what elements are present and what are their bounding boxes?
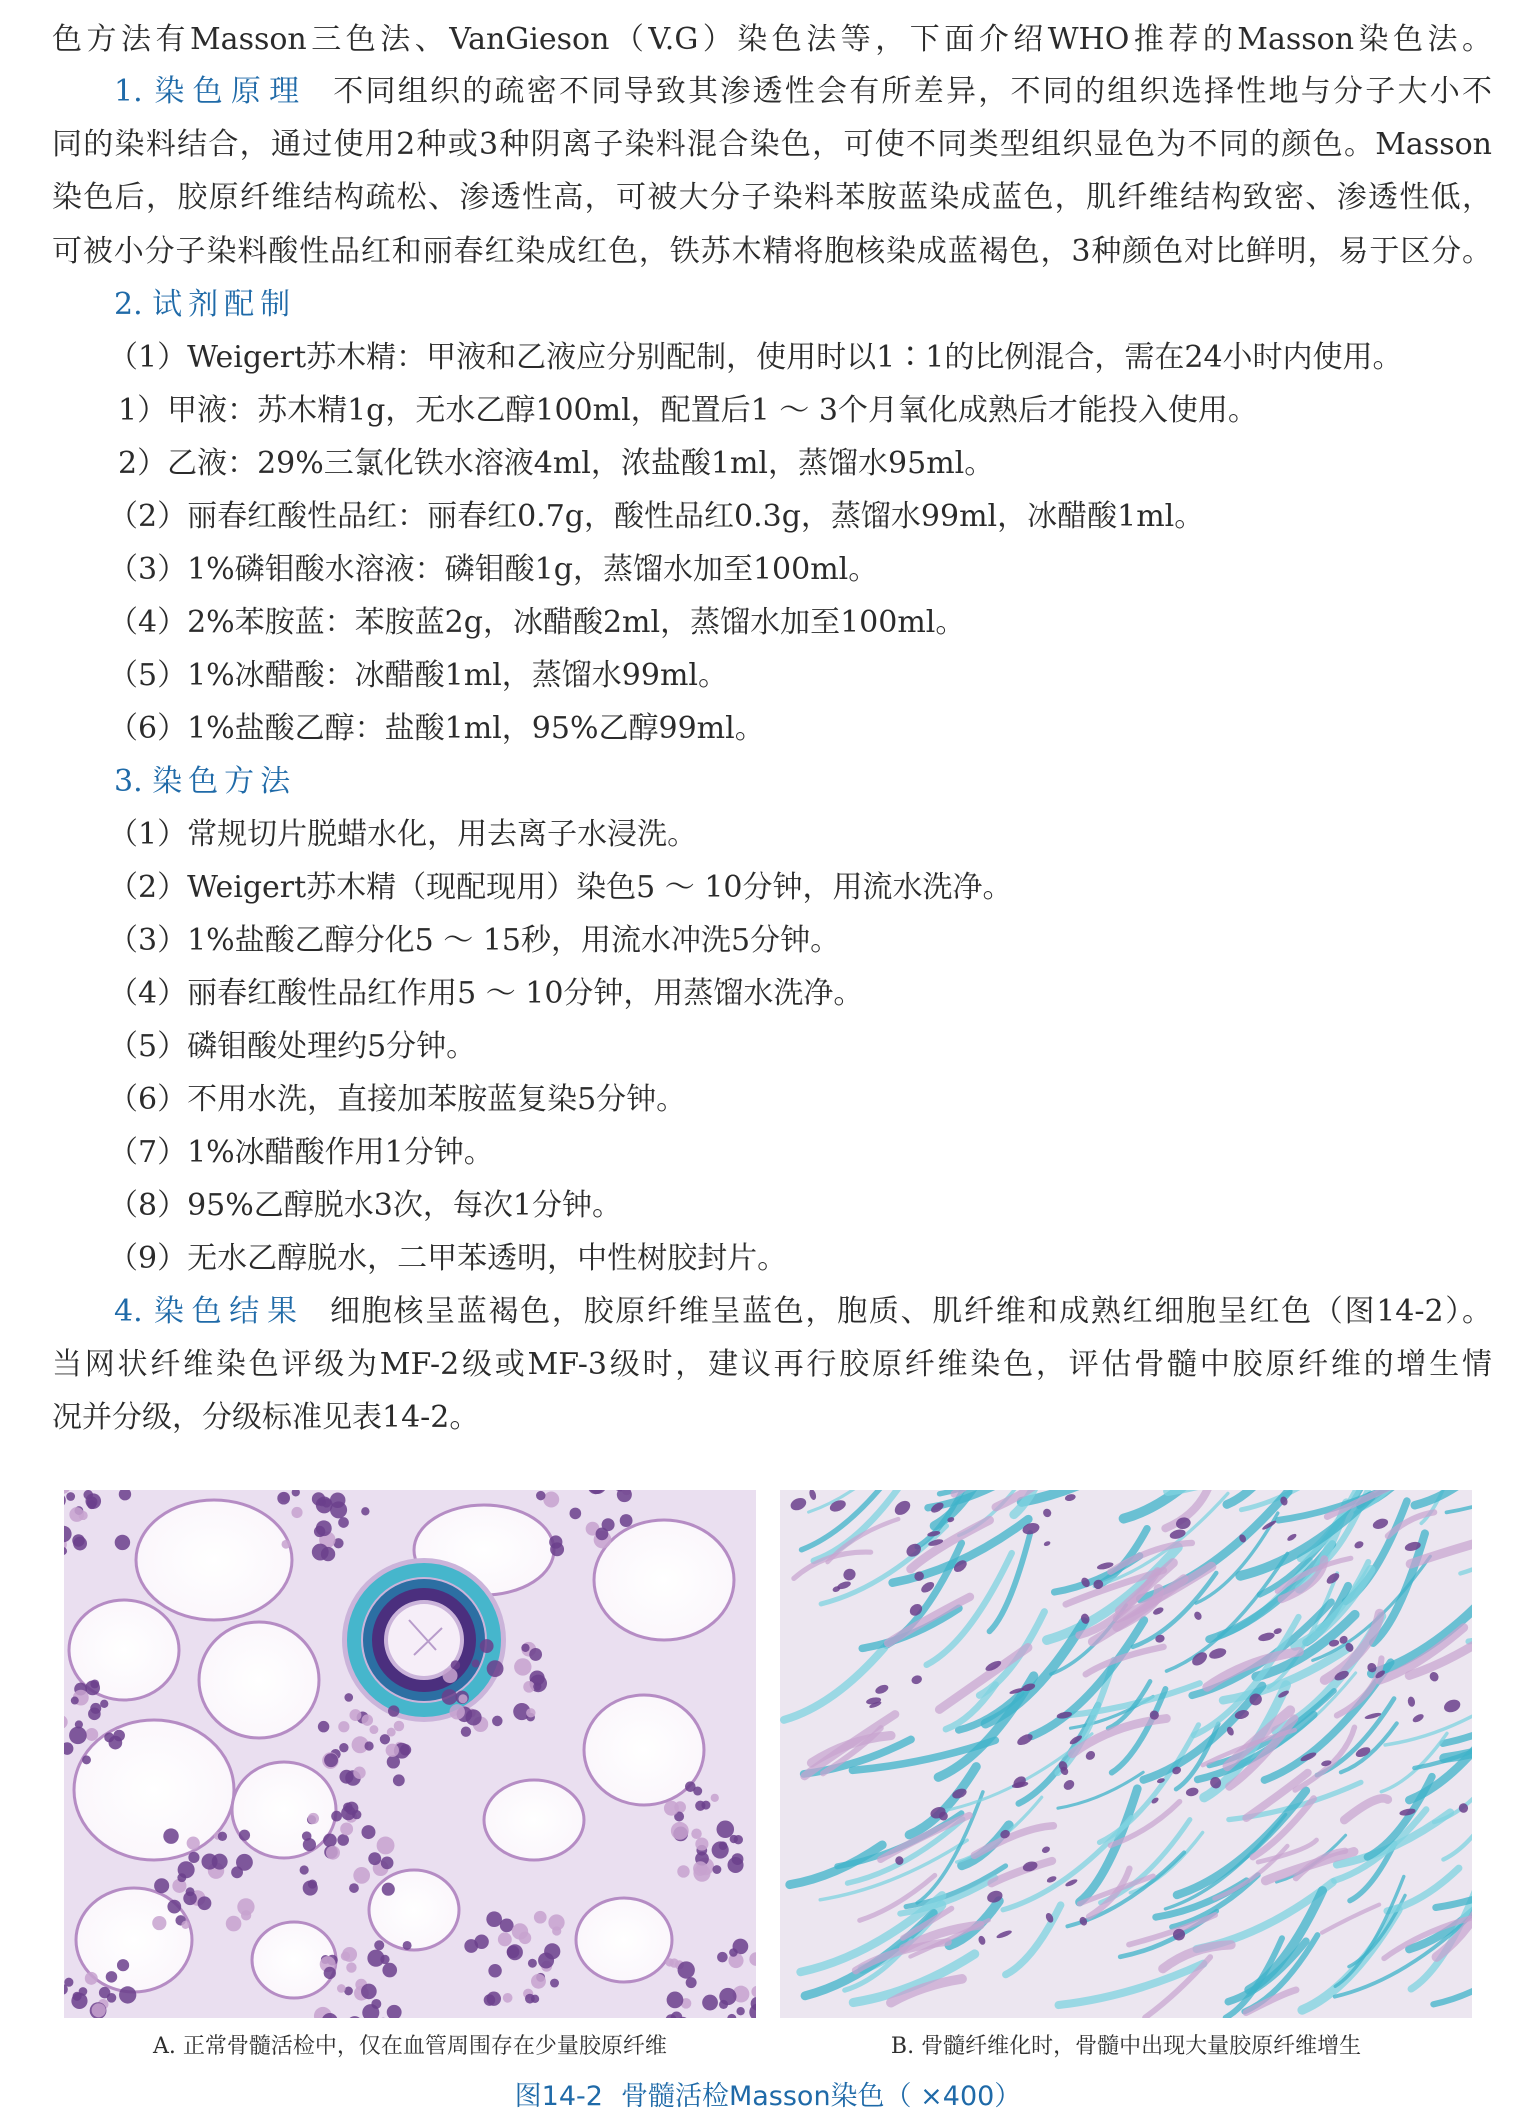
cell-nucleus [85, 1680, 100, 1695]
cell-nucleus [338, 1721, 349, 1732]
cell-nucleus [277, 1492, 290, 1505]
cell-nucleus [669, 1958, 678, 1967]
cell-nucleus [472, 1659, 480, 1667]
section-2-number: 2. [114, 287, 143, 322]
cell-nucleus [236, 1854, 253, 1871]
cell-nucleus [362, 1714, 373, 1725]
cell-nucleus [69, 1507, 84, 1522]
cell-nucleus [107, 1993, 117, 2003]
section-1-number: 1. [114, 74, 143, 109]
cell-nucleus [100, 1700, 108, 1708]
section-3-number: 3. [114, 764, 143, 799]
cell-nucleus [503, 1993, 513, 2003]
cell-nucleus [177, 1873, 186, 1882]
cell-nucleus [163, 1828, 178, 1843]
cell-nucleus [303, 1880, 318, 1895]
list-item: 2）乙液：29%三氯化铁水溶液4ml，浓盐酸1ml，蒸馏水95ml。 [118, 446, 995, 481]
cell-nucleus [374, 1940, 384, 1950]
cell-nucleus [346, 1962, 356, 1972]
cell-nucleus [181, 1921, 189, 1929]
cell-nucleus [486, 1911, 502, 1927]
section-1-line [114, 72, 1492, 112]
list-item: （4）2%苯胺蓝：苯胺蓝2g，冰醋酸2ml，蒸馏水加至100ml。 [108, 605, 966, 640]
cell-nucleus [514, 1658, 531, 1675]
cell-nucleus [382, 1883, 395, 1896]
cell-nucleus [380, 1734, 390, 1744]
cell-nucleus [338, 1517, 349, 1528]
cell-nucleus [711, 1794, 719, 1802]
cell-nucleus [488, 1964, 501, 1977]
list-item: （8）95%乙醇脱水3次，每次1分钟。 [108, 1188, 622, 1223]
cell-nucleus [387, 1728, 396, 1737]
cell-nucleus [442, 1689, 458, 1705]
cell-nucleus [531, 1974, 546, 1989]
cell-nucleus [361, 1507, 369, 1515]
cell-nucleus [368, 1852, 381, 1865]
cell-nucleus [693, 1861, 708, 1876]
cell-nucleus [388, 1705, 399, 1716]
figure-b-subcaption: B. 骨髓纤维化时，骨髓中出现大量胶原纤维增生 [890, 2034, 1362, 2059]
cell-nucleus [69, 1727, 87, 1745]
cell-nucleus [331, 1811, 342, 1822]
section-1-heading: 染色原理 [154, 74, 308, 109]
cell-nucleus [337, 1984, 346, 1993]
cell-nucleus [691, 1829, 701, 1839]
cell-nucleus [734, 1835, 743, 1844]
cell-nucleus [66, 1492, 75, 1501]
cell-nucleus [188, 1852, 199, 1863]
list-item: 1）甲液：苏木精1g，无水乙醇100ml，配置后1 ～ 3个月氧化成熟后才能投入使用。 [118, 393, 1258, 428]
cell-nucleus [451, 1660, 461, 1670]
list-item: （9）无水乙醇脱水，二甲苯透明，中性树胶封片。 [108, 1241, 788, 1276]
cell-nucleus [341, 1952, 350, 1961]
cell-nucleus [115, 1535, 130, 1550]
cell-nucleus [403, 1941, 412, 1950]
cell-nucleus [85, 1972, 98, 1985]
cell-nucleus [85, 1728, 98, 1741]
text-line: 当网状纤维染色评级为MF-2级或MF-3级时，建议再行胶原纤维染色，评估骨髓中胶原纤维的增生情 [52, 1347, 1492, 1382]
cell-nucleus [303, 1838, 316, 1851]
cell-nucleus [717, 1821, 735, 1839]
cell-nucleus [620, 1514, 633, 1527]
figure-caption-label: 图14-2 [514, 2081, 603, 2112]
cell-nucleus [324, 1967, 336, 1979]
cell-nucleus [393, 1774, 405, 1786]
cell-nucleus [201, 1854, 217, 1870]
cell-nucleus [529, 1648, 542, 1661]
cell-nucleus [154, 1878, 169, 1893]
cell-nucleus [528, 1959, 537, 1968]
cell-nucleus [729, 1948, 738, 1957]
cell-nucleus [487, 1660, 504, 1677]
cell-nucleus [316, 1520, 332, 1536]
cell-nucleus [507, 1946, 520, 1959]
cell-nucleus [533, 1682, 541, 1690]
cell-nucleus [695, 1801, 705, 1811]
cell-nucleus [387, 1755, 400, 1768]
cell-nucleus [87, 1500, 96, 1509]
list-item: （3）1%盐酸乙醇分化5 ～ 15秒，用流水冲洗5分钟。 [108, 923, 841, 958]
cell-nucleus [361, 1984, 377, 2000]
cell-nucleus [521, 1644, 529, 1652]
cell-nucleus [602, 1518, 615, 1531]
cell-nucleus [340, 1823, 353, 1836]
cell-nucleus [349, 1883, 359, 1893]
cell-nucleus [82, 1755, 91, 1764]
section-2-heading-line [114, 285, 1536, 325]
cell-nucleus [316, 1497, 333, 1514]
cell-nucleus [443, 1668, 458, 1683]
cell-nucleus [536, 1491, 545, 1500]
list-item: （1）Weigert苏木精：甲液和乙液应分别配制，使用时以1∶1的比例混合，需在24小时内使用。 [108, 340, 1403, 375]
cell-nucleus [71, 1697, 79, 1705]
cell-nucleus [349, 1709, 361, 1721]
text-line: 同的染料结合，通过使用2种或3种阴离子染料混合染色，可使不同类型组织显色为不同的颜色。Masson [52, 127, 1492, 162]
cell-nucleus [324, 1753, 338, 1767]
cell-nucleus [308, 1813, 319, 1824]
cell-nucleus [531, 1995, 539, 2003]
text-line: 可被小分子染料酸性品红和丽春红染成红色，铁苏木精将胞核染成蓝褐色，3种颜色对比鲜明，易于区分。 [52, 234, 1492, 269]
cell-nucleus [667, 1992, 684, 2009]
list-item: （2）Weigert苏木精（现配现用）染色5 ～ 10分钟，用流水洗净。 [108, 870, 1013, 905]
section-1-text: 不同组织的疏密不同导致其渗透性会有所差异，不同的组织选择性地与分子大小不 [333, 74, 1493, 109]
section-4-text: 细胞核呈蓝褐色，胶原纤维呈蓝色，胞质、肌纤维和成熟红细胞呈红色（图14-2）。 [329, 1294, 1492, 1329]
cell-nucleus [736, 2007, 744, 2015]
cell-nucleus [394, 1721, 404, 1731]
cell-nucleus [106, 1971, 118, 1983]
list-item: （5）磷钼酸处理约5分钟。 [108, 1029, 477, 1064]
cell-nucleus [152, 1916, 166, 1930]
list-item: （3）1%磷钼酸水溶液：磷钼酸1g，蒸馏水加至100ml。 [108, 552, 879, 587]
cell-nucleus [474, 1935, 488, 1949]
figure-a-micrograph [64, 1490, 756, 2018]
cell-nucleus [461, 1727, 471, 1737]
figure-caption [0, 2078, 1536, 2116]
section-4-number: 4. [114, 1294, 143, 1329]
cell-nucleus [88, 1708, 101, 1721]
list-item: （4）丽春红酸性品红作用5 ～ 10分钟，用蒸馏水洗净。 [108, 976, 864, 1011]
list-item: （5）1%冰醋酸：冰醋酸1ml，蒸馏水99ml。 [108, 658, 729, 693]
cell-nucleus [198, 1896, 212, 1910]
cell-nucleus [326, 1846, 340, 1860]
cell-nucleus [712, 1841, 729, 1858]
list-item: （6）1%盐酸乙醇：盐酸1ml，95%乙醇99ml。 [108, 711, 765, 746]
cell-nucleus [492, 1716, 503, 1727]
list-item: （1）常规切片脱蜡水化，用去离子水浸洗。 [108, 817, 698, 852]
cell-nucleus [344, 1693, 353, 1702]
cell-nucleus [380, 1955, 389, 1964]
cell-nucleus [361, 1825, 375, 1839]
cell-nucleus [702, 1995, 718, 2011]
section-3-heading: 染色方法 [152, 764, 297, 799]
cell-nucleus [187, 1837, 200, 1850]
cell-nucleus [92, 2003, 106, 2017]
cell-nucleus [717, 1952, 728, 1963]
cell-nucleus [300, 1865, 309, 1874]
cell-nucleus [239, 1830, 250, 1841]
cell-nucleus [487, 1992, 501, 2006]
cell-nucleus [449, 1704, 464, 1719]
cell-nucleus [117, 1959, 129, 1971]
cell-nucleus [695, 1837, 708, 1850]
cell-nucleus [500, 1918, 514, 1932]
cell-nucleus [353, 1767, 365, 1779]
cell-nucleus [113, 1730, 125, 1742]
cell-nucleus [382, 1963, 397, 1978]
section-4-heading: 染色结果 [153, 1294, 305, 1329]
cell-nucleus [353, 1867, 370, 1884]
figure-caption-text: 骨髓活检Masson染色（ ×400） [620, 2081, 1022, 2112]
cell-nucleus [377, 1837, 395, 1855]
figure-b-micrograph [780, 1490, 1472, 2018]
cell-nucleus [352, 1810, 361, 1819]
cell-nucleus [458, 1694, 467, 1703]
cell-nucleus [570, 1508, 582, 1520]
cell-nucleus [241, 1910, 251, 1920]
cell-nucleus [550, 1542, 564, 1556]
cell-nucleus [664, 1801, 679, 1816]
cell-nucleus [321, 1547, 335, 1561]
cell-nucleus [400, 1744, 411, 1755]
text-line: 染色后，胶原纤维结构疏松、渗透性高，可被大分子染料苯胺蓝染成蓝色，肌纤维结构致密、渗透性低， [52, 180, 1492, 215]
list-item: （6）不用水洗，直接加苯胺蓝复染5分钟。 [108, 1082, 687, 1117]
figure-a-subcaption: A. 正常骨髓活检中，仅在血管周围存在少量胶原纤维 [153, 2034, 667, 2059]
section-4-line [114, 1292, 1492, 1332]
cell-nucleus [104, 1732, 114, 1742]
cell-nucleus [167, 1900, 181, 1914]
cell-nucleus [466, 1709, 482, 1725]
cell-nucleus [71, 1993, 87, 2009]
cell-nucleus [686, 1977, 697, 1988]
text-line: 况并分级，分级标准见表14-2。 [52, 1400, 480, 1435]
list-item: （7）1%冰醋酸作用1分钟。 [108, 1135, 494, 1170]
cell-nucleus [550, 1979, 559, 1988]
cell-nucleus [712, 1865, 721, 1874]
cell-nucleus [64, 1978, 73, 1987]
cell-nucleus [339, 1743, 348, 1752]
cell-nucleus [369, 1725, 378, 1734]
cell-nucleus [534, 1911, 547, 1924]
cell-nucleus [728, 1857, 744, 1873]
cell-nucleus [323, 1834, 337, 1848]
cell-nucleus [291, 1507, 302, 1518]
cell-nucleus [543, 1492, 559, 1508]
cell-nucleus [226, 1916, 242, 1932]
cell-nucleus [218, 1832, 227, 1841]
section-2-heading: 试剂配制 [152, 287, 297, 322]
cell-nucleus [282, 1540, 291, 1549]
cell-nucleus [119, 1986, 136, 2003]
cell-nucleus [526, 1708, 535, 1717]
cell-nucleus [719, 2000, 728, 2009]
cell-nucleus [480, 1639, 494, 1653]
cell-nucleus [386, 1744, 399, 1757]
cell-nucleus [671, 1822, 689, 1840]
cell-nucleus [498, 1932, 512, 1946]
section-3-heading-line [114, 762, 1536, 802]
cell-nucleus [523, 1681, 535, 1693]
cell-nucleus [544, 1943, 560, 1959]
text-line: 色方法有Masson三色法、VanGieson（V.G）染色法等，下面介绍WHO推荐的Masson染色法。 [52, 22, 1492, 57]
cell-nucleus [337, 1834, 349, 1846]
cell-nucleus [75, 1720, 83, 1728]
cell-nucleus [552, 1926, 561, 1935]
cell-nucleus [318, 1721, 329, 1732]
cell-nucleus [519, 1932, 531, 1944]
cell-nucleus [678, 1961, 695, 1978]
cell-nucleus [685, 1781, 696, 1792]
list-item: （2）丽春红酸性品红：丽春红0.7g，酸性品红0.3g，蒸馏水99ml，冰醋酸1ml。 [108, 499, 1205, 534]
cell-nucleus [677, 1865, 689, 1877]
cell-nucleus [73, 1537, 87, 1551]
cell-nucleus [381, 1857, 394, 1870]
cell-nucleus [183, 1892, 197, 1906]
cell-nucleus [364, 1741, 373, 1750]
